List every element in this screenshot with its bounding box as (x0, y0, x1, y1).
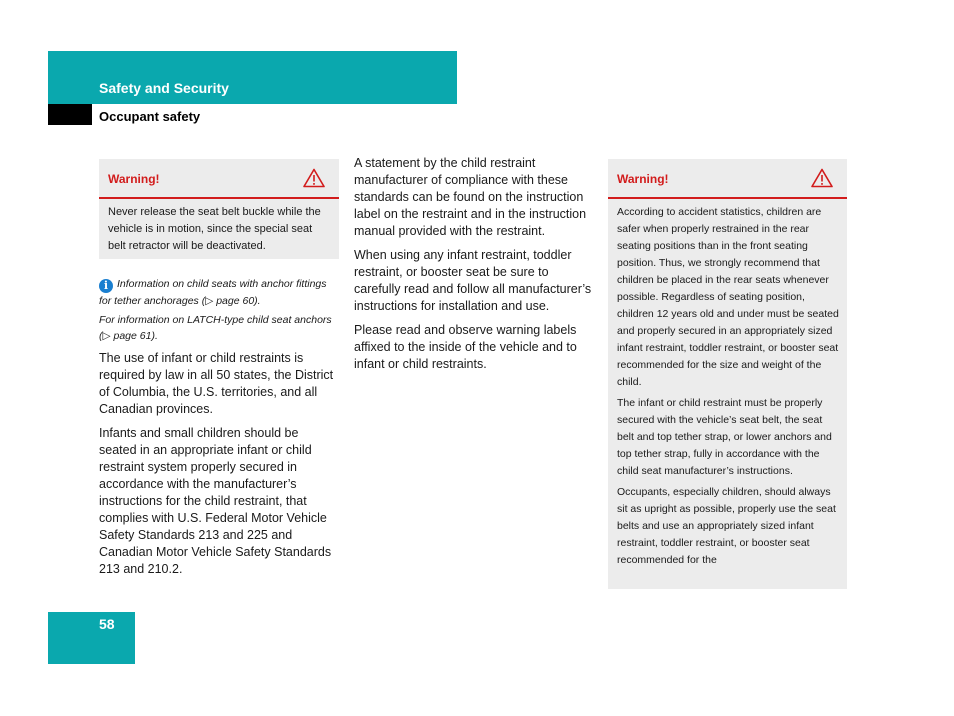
paragraph: A statement by the child restraint manufacturer of compliance with these standards can be found on the instruction label on the restraint and in the instruction manual provided with the restraint. (354, 156, 587, 238)
warning-label: Warning! (108, 172, 160, 186)
warning-label: Warning! (617, 172, 669, 186)
warning-box-left (99, 159, 339, 259)
paragraph: The use of infant or child restraints is required by law in all 50 states, the District of Columbia, the U.S. territories, and all Canadian provinces. (99, 351, 334, 416)
info-note-line-2: For information on LATCH-type child seat anchors (▷ page 61). (99, 314, 332, 342)
info-icon: i (99, 279, 113, 293)
warning-header (608, 159, 847, 199)
warning-body (608, 199, 847, 581)
warning-paragraph: According to accident statistics, children are safer when properly restrained in the rear seating positions than in the front seating position. Thus, we strongly recommend that children be placed in the rear seats whenever possible. Regardless of seating position, children 12 years old and under must be seated and properly secured in an appropriately sized infant restraint, toddler restraint, or booster seat recommended for the size and weight of the child. (617, 206, 839, 388)
warning-triangle-icon (303, 168, 325, 188)
header-band (48, 51, 457, 104)
warning-text: Never release the seat belt buckle while the vehicle is in motion, since the special seat belt retractor will be deactivated. (108, 206, 321, 252)
info-note (99, 276, 339, 347)
warning-body (99, 199, 339, 267)
left-column (99, 350, 339, 585)
warning-triangle-icon (811, 168, 833, 188)
paragraph: Infants and small children should be seated in an appropriate infant or child restraint system properly secured in accordance with the manufacturer’s instructions for the child restraint, that complies with U.S. Federal Motor Vehicle Safety Standards 213 and 225 and Canadian Motor Vehicle Safety Standards 213 and 210.2. (99, 426, 332, 576)
subsection-title: Occupant safety (99, 109, 201, 124)
warning-header (99, 159, 339, 199)
middle-column (354, 155, 594, 380)
warning-paragraph: The infant or child restraint must be properly secured with the vehicle’s seat belt, the seat belt and top tether strap, or lower anchors and top tether strap, fully in accordance with the child seat manufacturer’s instructions. (617, 397, 832, 477)
section-title: Safety and Security (99, 80, 229, 96)
info-note-text-1: Information on child seats with anchor fittings for tether anchorages (▷ page 60). (99, 278, 327, 307)
page-number-tab (48, 612, 135, 664)
paragraph: Please read and observe warning labels affixed to the inside of the vehicle and to infant or child restraints. (354, 323, 577, 371)
warning-box-right (608, 159, 847, 589)
paragraph: When using any infant restraint, toddler restraint, or booster seat be sure to carefully read and follow all manufacturer’s instructions for installation and use. (354, 248, 592, 313)
page-number: 58 (99, 616, 115, 632)
subsection-marker (48, 104, 92, 125)
info-note-line-1 (99, 276, 339, 309)
warning-paragraph: Occupants, especially children, should always sit as upright as possible, properly use the seat belts and use an appropriately sized infant restraint, toddler restraint, or booster seat recommended for the (617, 486, 836, 566)
